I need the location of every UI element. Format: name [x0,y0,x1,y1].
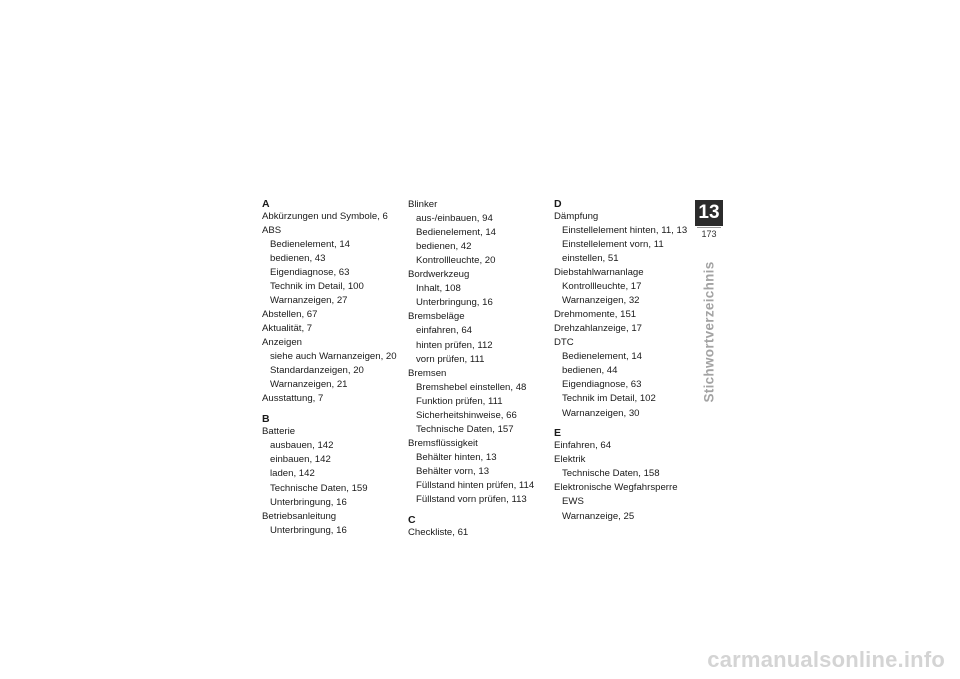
index-term: Bremsbeläge [408,311,465,323]
index-subentry: Warnanzeigen, 30 [562,407,640,419]
index-entry [554,323,694,335]
index-term: Diebstahlwarnanlage [554,267,644,279]
index-subentry: laden, 142 [270,468,315,480]
index-subentry: Einstellelement vorn, 11 [562,239,664,251]
index-term: Batterie [262,426,296,438]
index-subentry: Technische Daten, 157 [416,423,514,435]
watermark-text: carmanualsonline.info [707,647,945,672]
index-subentry: Eigendiagnose, 63 [270,267,350,279]
index-entry [262,225,402,307]
index-entry [262,309,402,321]
index-term: Abkürzungen und Symbole, 6 [262,211,388,222]
index-subentry: Füllstand vorn prüfen, 113 [416,494,527,506]
index-subentry: Behälter vorn, 13 [416,466,490,478]
index-subentry: Füllstand hinten prüfen, 114 [416,480,535,492]
index-letter-heading: E [554,427,562,440]
index-subentry: Unterbringung, 16 [270,524,347,536]
index-subentry: Warnanzeigen, 27 [270,295,348,307]
index-entry [554,454,694,480]
index-entry [554,309,694,321]
index-term: Betriebsanleitung [262,510,337,522]
index-term: Ausstattung, 7 [262,393,324,405]
index-subentry: Inhalt, 108 [416,283,461,295]
index-term: DTC [554,337,574,349]
index-subentry: Warnanzeigen, 21 [270,379,348,391]
index-entry [262,337,402,391]
page-number: 173 [701,229,717,239]
chapter-number: 13 [695,200,723,226]
index-entry [408,368,548,436]
index-subentry: Bedienelement, 14 [270,239,351,250]
index-entry [408,311,548,365]
index-term: ABS [262,224,282,236]
index-subentry: siehe auch Warnanzeigen, 20 [270,351,397,363]
index-subentry: vorn prüfen, 111 [416,353,485,365]
index-entry [262,393,402,405]
index-subentry: Sicherheitshinweise, 66 [416,409,517,421]
index-entry [554,211,694,265]
index-column-2 [408,199,548,539]
index-subentry: einstellen, 51 [562,253,619,265]
index-subentry: Bedienelement, 14 [562,351,643,363]
index-entry [408,527,548,539]
index-term: Blinker [408,199,438,210]
index-column-3 [554,199,694,522]
index-letter-heading: C [408,514,416,527]
index-term: Bremsflüssigkeit [408,437,478,449]
index-entry [554,267,694,307]
index-entry [408,438,548,506]
section-gap [554,419,694,428]
index-term: Elektronische Wegfahrsperre [554,482,678,494]
index-subentry: bedienen, 42 [416,241,472,253]
index-term: Elektrik [554,454,586,466]
index-term: Checkliste, 61 [408,527,469,539]
chapter-title: Stichwortverzeichnis [701,261,717,403]
index-term: Einfahren, 64 [554,440,612,452]
index-subentry: EWS [562,496,584,508]
index-entry [554,482,694,522]
index-entry [554,440,694,452]
index-entry [262,511,402,537]
index-term: Bremsen [408,367,447,379]
index-subentry: Technik im Detail, 100 [270,281,364,293]
index-entry [262,211,402,223]
index-subentry: Bremshebel einstellen, 48 [416,381,527,393]
index-term: Aktualität, 7 [262,323,313,335]
index-subentry: Standardanzeigen, 20 [270,365,364,377]
index-subentry: bedienen, 43 [270,253,326,265]
index-subentry: aus-/einbauen, 94 [416,213,493,225]
section-gap [262,405,402,414]
index-letter-heading: A [262,198,270,210]
index-letter-heading: D [554,198,562,210]
index-column-1 [262,199,402,537]
index-entry [262,323,402,335]
chapter-tab [695,200,723,240]
index-subentry: einfahren, 64 [416,325,473,337]
index-letter-heading: B [262,413,270,426]
index-subentry: Behälter hinten, 13 [416,451,497,463]
index-term: Bordwerkzeug [408,269,470,281]
index-subentry: ausbauen, 142 [270,440,334,452]
index-subentry: Technik im Detail, 102 [562,393,656,405]
index-subentry: Kontrollleuchte, 20 [416,255,496,267]
index-subentry: Technische Daten, 158 [562,468,660,480]
index-subentry: hinten prüfen, 112 [416,339,493,351]
index-term: Anzeigen [262,337,303,349]
index-subentry: Bedienelement, 14 [416,227,497,239]
index-subentry: bedienen, 44 [562,365,618,377]
index-subentry: Eigendiagnose, 63 [562,379,642,391]
index-entry [408,199,548,267]
index-entry [554,337,694,419]
section-gap [408,506,548,515]
index-term: Abstellen, 67 [262,309,318,321]
index-subentry: Unterbringung, 16 [416,297,493,309]
index-term: Dämpfung [554,211,599,222]
index-subentry: Funktion prüfen, 111 [416,395,503,407]
index-entry [262,426,402,508]
index-entry [408,269,548,309]
index-subentry: Warnanzeigen, 32 [562,295,640,307]
index-subentry: einbauen, 142 [270,454,331,466]
index-subentry: Warnanzeige, 25 [562,510,635,522]
index-term: Drehzahlanzeige, 17 [554,323,643,335]
index-subentry: Kontrollleuchte, 17 [562,281,642,293]
index-subentry: Unterbringung, 16 [270,496,347,508]
index-subentry: Einstellelement hinten, 11, 13 [562,225,688,237]
index-term: Drehmomente, 151 [554,309,637,321]
index-subentry: Technische Daten, 159 [270,482,368,494]
